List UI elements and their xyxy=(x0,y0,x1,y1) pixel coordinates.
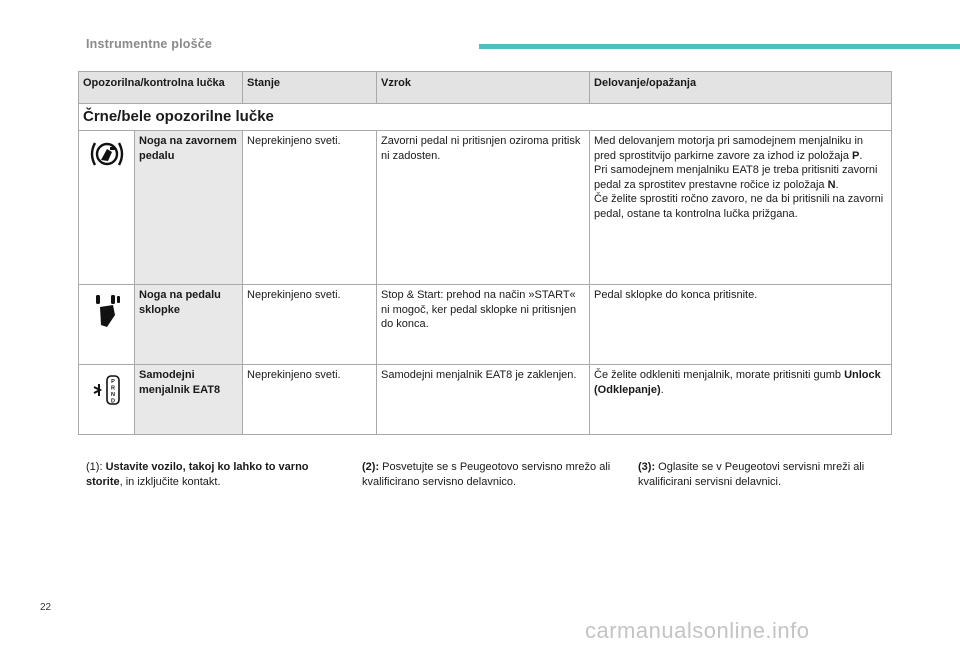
gear-position-p: P xyxy=(852,149,860,162)
footnote-marker: (1) xyxy=(86,461,100,473)
footnote-text: Posvetujte se s Peugeotovo servisno mrežo ali kvalificirano servisno delavnico. xyxy=(362,461,611,488)
accent-bar xyxy=(479,44,960,49)
clutch-pedal-foot-icon xyxy=(79,285,135,365)
footnote-text: Oglasite se v Peugeotovi servisni mreži ali kvalificirani servisni delavnici. xyxy=(638,461,865,488)
action-text: . xyxy=(835,178,839,191)
light-cause: Zavorni pedal ni pritisnjen oziroma pritisk ni zadosten. xyxy=(377,131,590,285)
page-number: 22 xyxy=(40,602,52,613)
footnote-1: (1): Ustavite vozilo, takoj ko lahko to varno storite, in izključite kontakt. xyxy=(86,461,309,488)
action-text: Med delovanjem motorja pri samodejnem menjalniku in pred sprostitvijo parkirne zavore za izhod iz položaja xyxy=(594,135,864,162)
light-action xyxy=(590,131,892,285)
footnote-bold: Ustavite vozilo, takoj ko lahko to varno storite xyxy=(86,461,309,488)
col-header-cause: Vzrok xyxy=(377,72,590,104)
table-row xyxy=(79,285,892,365)
table-header-row xyxy=(79,72,892,104)
light-state: Neprekinjeno sveti. xyxy=(243,365,377,435)
col-header-light: Opozorilna/kontrolna lučka xyxy=(79,72,243,104)
action-text: . xyxy=(660,383,664,396)
table-row xyxy=(79,131,892,285)
watermark: carmanualsonline.info xyxy=(585,618,810,643)
gear-letter: R xyxy=(110,385,115,392)
light-cause: Samodejni menjalnik EAT8 je zaklenjen. xyxy=(377,365,590,435)
light-state: Neprekinjeno sveti. xyxy=(243,285,377,365)
gear-letter: D xyxy=(110,398,115,405)
gear-letter: P xyxy=(110,379,115,385)
footnote-marker: (2): xyxy=(362,461,380,473)
unlock-button-label: Unlock (Odklepanje) xyxy=(594,369,881,396)
section-band-row xyxy=(79,104,892,131)
light-name: Samodejni menjalnik EAT8 xyxy=(135,365,243,435)
light-name: Noga na zavornem pedalu xyxy=(135,131,243,285)
light-action xyxy=(590,365,892,435)
light-cause: Stop & Start: prehod na način »START« ni mogoč, ker pedal sklopke ni pritisnjen do konca. xyxy=(377,285,590,365)
footnote-3 xyxy=(638,460,893,490)
col-header-state: Stanje xyxy=(243,72,377,104)
action-text: Pri samodejnem menjalniku EAT8 je treba pritisniti zavorni pedal za sprostitev prestavne ročice iz položaja xyxy=(594,164,878,191)
light-state: Neprekinjeno sveti. xyxy=(243,131,377,285)
action-text: Če želite sprostiti ročno zavoro, ne da bi pritisnili na zavorni pedal, ostane ta kontrolna lučka prižgana. xyxy=(594,193,884,220)
light-name: Noga na pedalu sklopke xyxy=(135,285,243,365)
footnote-2 xyxy=(362,460,612,490)
section-title: Instrumentne plošče xyxy=(86,37,213,51)
footnote-text: , in izključite kontakt. xyxy=(119,475,221,488)
table-row xyxy=(79,365,892,435)
light-action: Pedal sklopke do konca pritisnite. xyxy=(590,285,892,365)
footnote-marker: (3): xyxy=(638,461,656,473)
gearbox-lock-icon xyxy=(79,365,135,435)
warning-lights-table xyxy=(78,71,892,435)
section-band: Črne/bele opozorilne lučke xyxy=(79,104,892,131)
action-text: Če želite odkleniti menjalnik, morate pritisniti gumb xyxy=(594,369,845,381)
action-text: . xyxy=(859,149,863,162)
gear-position-n: N xyxy=(827,178,836,191)
brake-pedal-foot-icon xyxy=(79,131,135,285)
gear-letter: N xyxy=(110,392,115,398)
col-header-action: Delovanje/opažanja xyxy=(590,72,892,104)
